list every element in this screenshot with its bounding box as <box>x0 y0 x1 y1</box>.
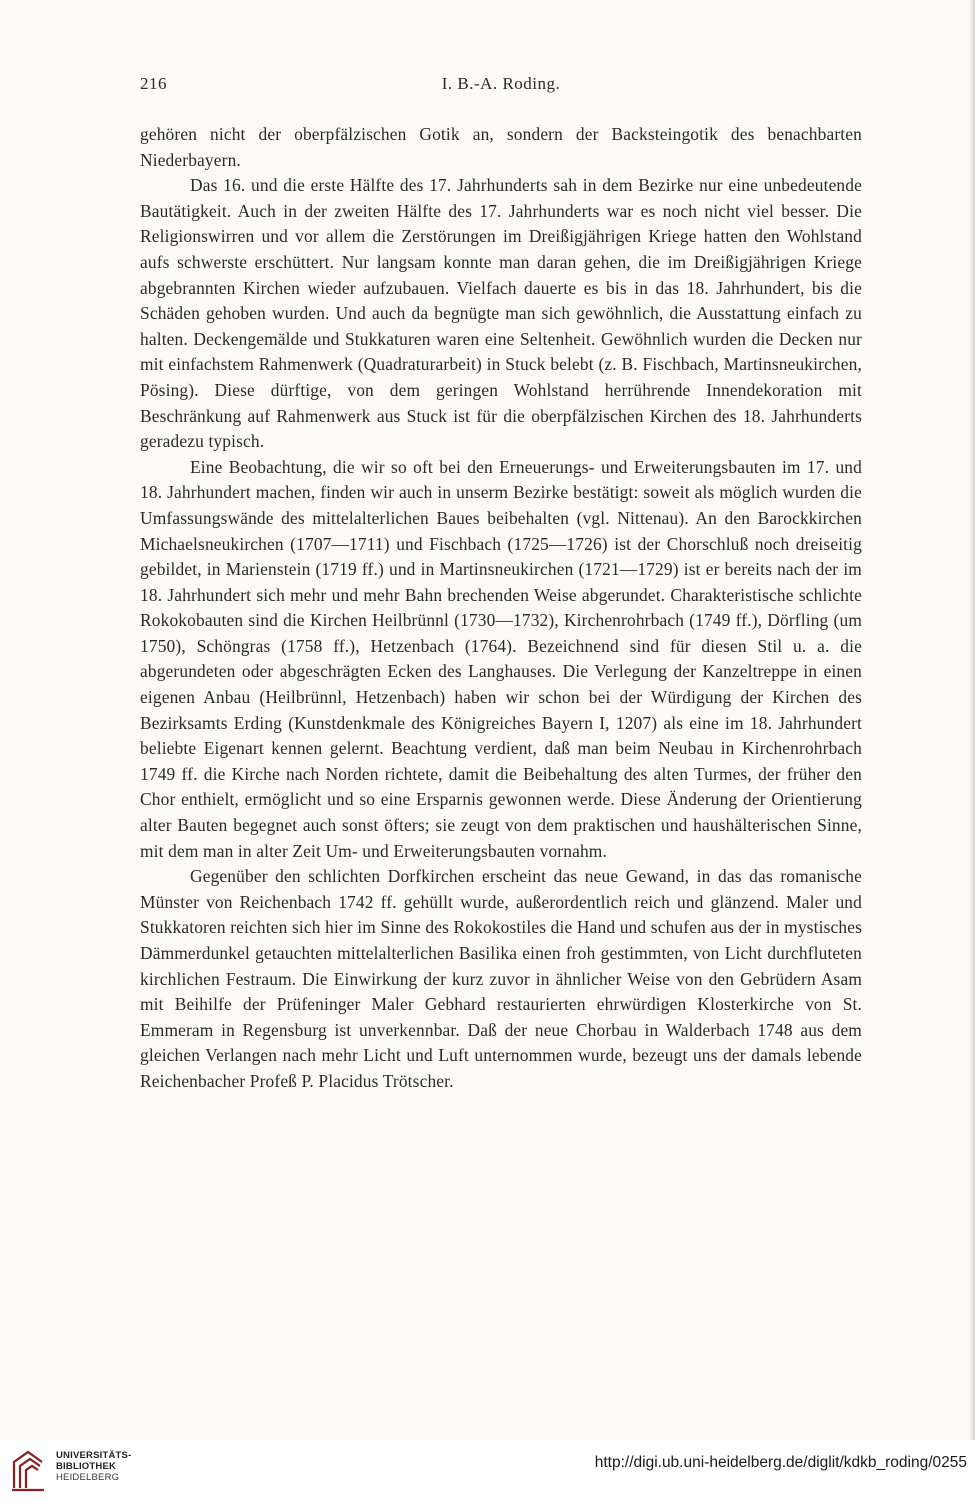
library-logo-icon <box>10 1448 50 1492</box>
digitization-footer <box>0 1440 975 1502</box>
paragraph-4: Gegenüber den schlichten Dorfkirchen erscheint das neue Gewand, in das das romanische Münster von Reichenbach 1742 ff. gehüllt wurde, außerordentlich reich und glänzend. Maler und Stukkatoren reichten sich hier im Sinne des Rokokostiles die Hand und schufen aus der in mystisches Dämmerdunkel getauchten mittelalterlichen Basilika einen froh gestimmten, von Licht durchfluteten kirchlichen Festraum. Die Einwirkung der kurz zuvor in ähnlicher Weise von den Gebrüdern Asam mit Beihilfe der Prüfeninger Maler Gebhard restaurierten ehrwürdigen Klosterkirche von St. Emmeram in Regensburg ist unverkennbar. Daß der neue Chorbau in Walderbach 1748 aus dem gleichen Verlangen nach mehr Licht und Luft unternommen wurde, bezeugt uns der damals lebende Reichenbacher Profeß P. Placidus Trötscher. <box>140 866 862 1091</box>
page-header <box>140 74 862 102</box>
library-name-line-1: UNIVERSITÄTS- <box>56 1450 132 1461</box>
paragraph-3: Eine Beobachtung, die wir so oft bei den Erneuerungs- und Erweiterungsbauten im 17. und 18. Jahrhundert machen, finden wir auch in unserm Bezirke bestätigt: soweit als möglich wurden die Umfassungswände des mittelalterlichen Baues beibehalten (vgl. Nittenau). An den Barockkirchen Michaelsneukirchen (1707—1711) und Fischbach (1725—1726) ist der Chorschluß noch dreiseitig gebildet, in Marienstein (1719 ff.) und in Martinsneukirchen (1721—1729) ist er bereits nach der im 18. Jahrhundert sich mehr und mehr Bahn brechenden Weise abgerundet. Charakteristische schlichte Rokokobauten sind die Kirchen Heilbrünnl (1730—1732), Kirchenrohrbach (1749 ff.), Dörfling (um 1750), Schöngras (1758 ff.), Hetzenbach (1764). Bezeichnend sind für diesen Stil u. a. die abgerundeten oder abgeschrägten Ecken des Langhauses. Die Verlegung der Kanzeltreppe in einen eigenen Anbau (Heilbrünnl, Hetzenbach) haben wir schon bei der Würdigung der Kirchen des Bezirksamts Erding (Kunstdenkmale des Königreiches Bayern I, 1207) als eine im 18. Jahrhundert beliebte Eigenart kennen gelernt. Beachtung verdient, daß man beim Neubau in Kirchenrohrbach 1749 ff. die Kirche nach Norden richtete, damit die Beibehaltung des alten Turmes, der früher den Chor enthielt, ermöglicht und so eine Ersparnis gewonnen werde. Diese Änderung der Orientierung alter Bauten begegnet auch sonst öfters; sie zeugt von dem praktischen und haushälterischen Sinne, mit dem man in alter Zeit Um- und Erweiterungsbauten vornahm. <box>140 456 862 861</box>
paragraph-1: gehören nicht der oberpfälzischen Gotik an, sondern der Backsteingotik des benachbarten Niederbayern. <box>140 124 862 170</box>
page-edge-shadow <box>969 0 975 1440</box>
page-number: 216 <box>140 74 167 93</box>
library-name-line-2: BIBLIOTHEK <box>56 1461 117 1472</box>
paragraph-2: Das 16. und die erste Hälfte des 17. Jahrhunderts sah in dem Bezirke nur eine unbedeutende Bautätigkeit. Auch in der zweiten Hälfte des 17. Jahrhunderts war es noch nicht viel besser. Die Religionswirren und vor allem die Zerstörungen im Dreißigjährigen Kriege hatten den Wohlstand aufs schwerste erschüttert. Nur langsam konnte man daran gehen, die im Dreißigjährigen Kriege abgebrannten Kirchen wieder aufzubauen. Vielfach dauerte es bis in das 18. Jahrhundert, bis die Schäden gehoben wurden. Und auch da begnügte man sich gewöhnlich, die Ausstattung einfach zu halten. Deckengemälde und Stukkaturen waren eine Seltenheit. Gewöhnlich wurden die Decken nur mit einfachstem Rahmenwerk (Quadraturarbeit) in Stuck belebt (z. B. Fischbach, Martinsneukirchen, Pösing). Diese dürftige, von dem geringen Wohlstand herrührende Innendekoration mit Beschränkung auf Rahmenwerk aus Stuck ist für die oberpfälzischen Kirchen des 18. Jahrhunderts geradezu typisch. <box>140 175 862 452</box>
library-name <box>56 1450 131 1483</box>
source-url[interactable]: http://digi.ub.uni-heidelberg.de/diglit/kdkb_roding/0255 <box>594 1454 967 1471</box>
library-name-line-3: HEIDELBERG <box>56 1472 120 1483</box>
running-title: I. B.-A. Roding. <box>441 74 561 93</box>
body-text <box>140 122 862 1095</box>
